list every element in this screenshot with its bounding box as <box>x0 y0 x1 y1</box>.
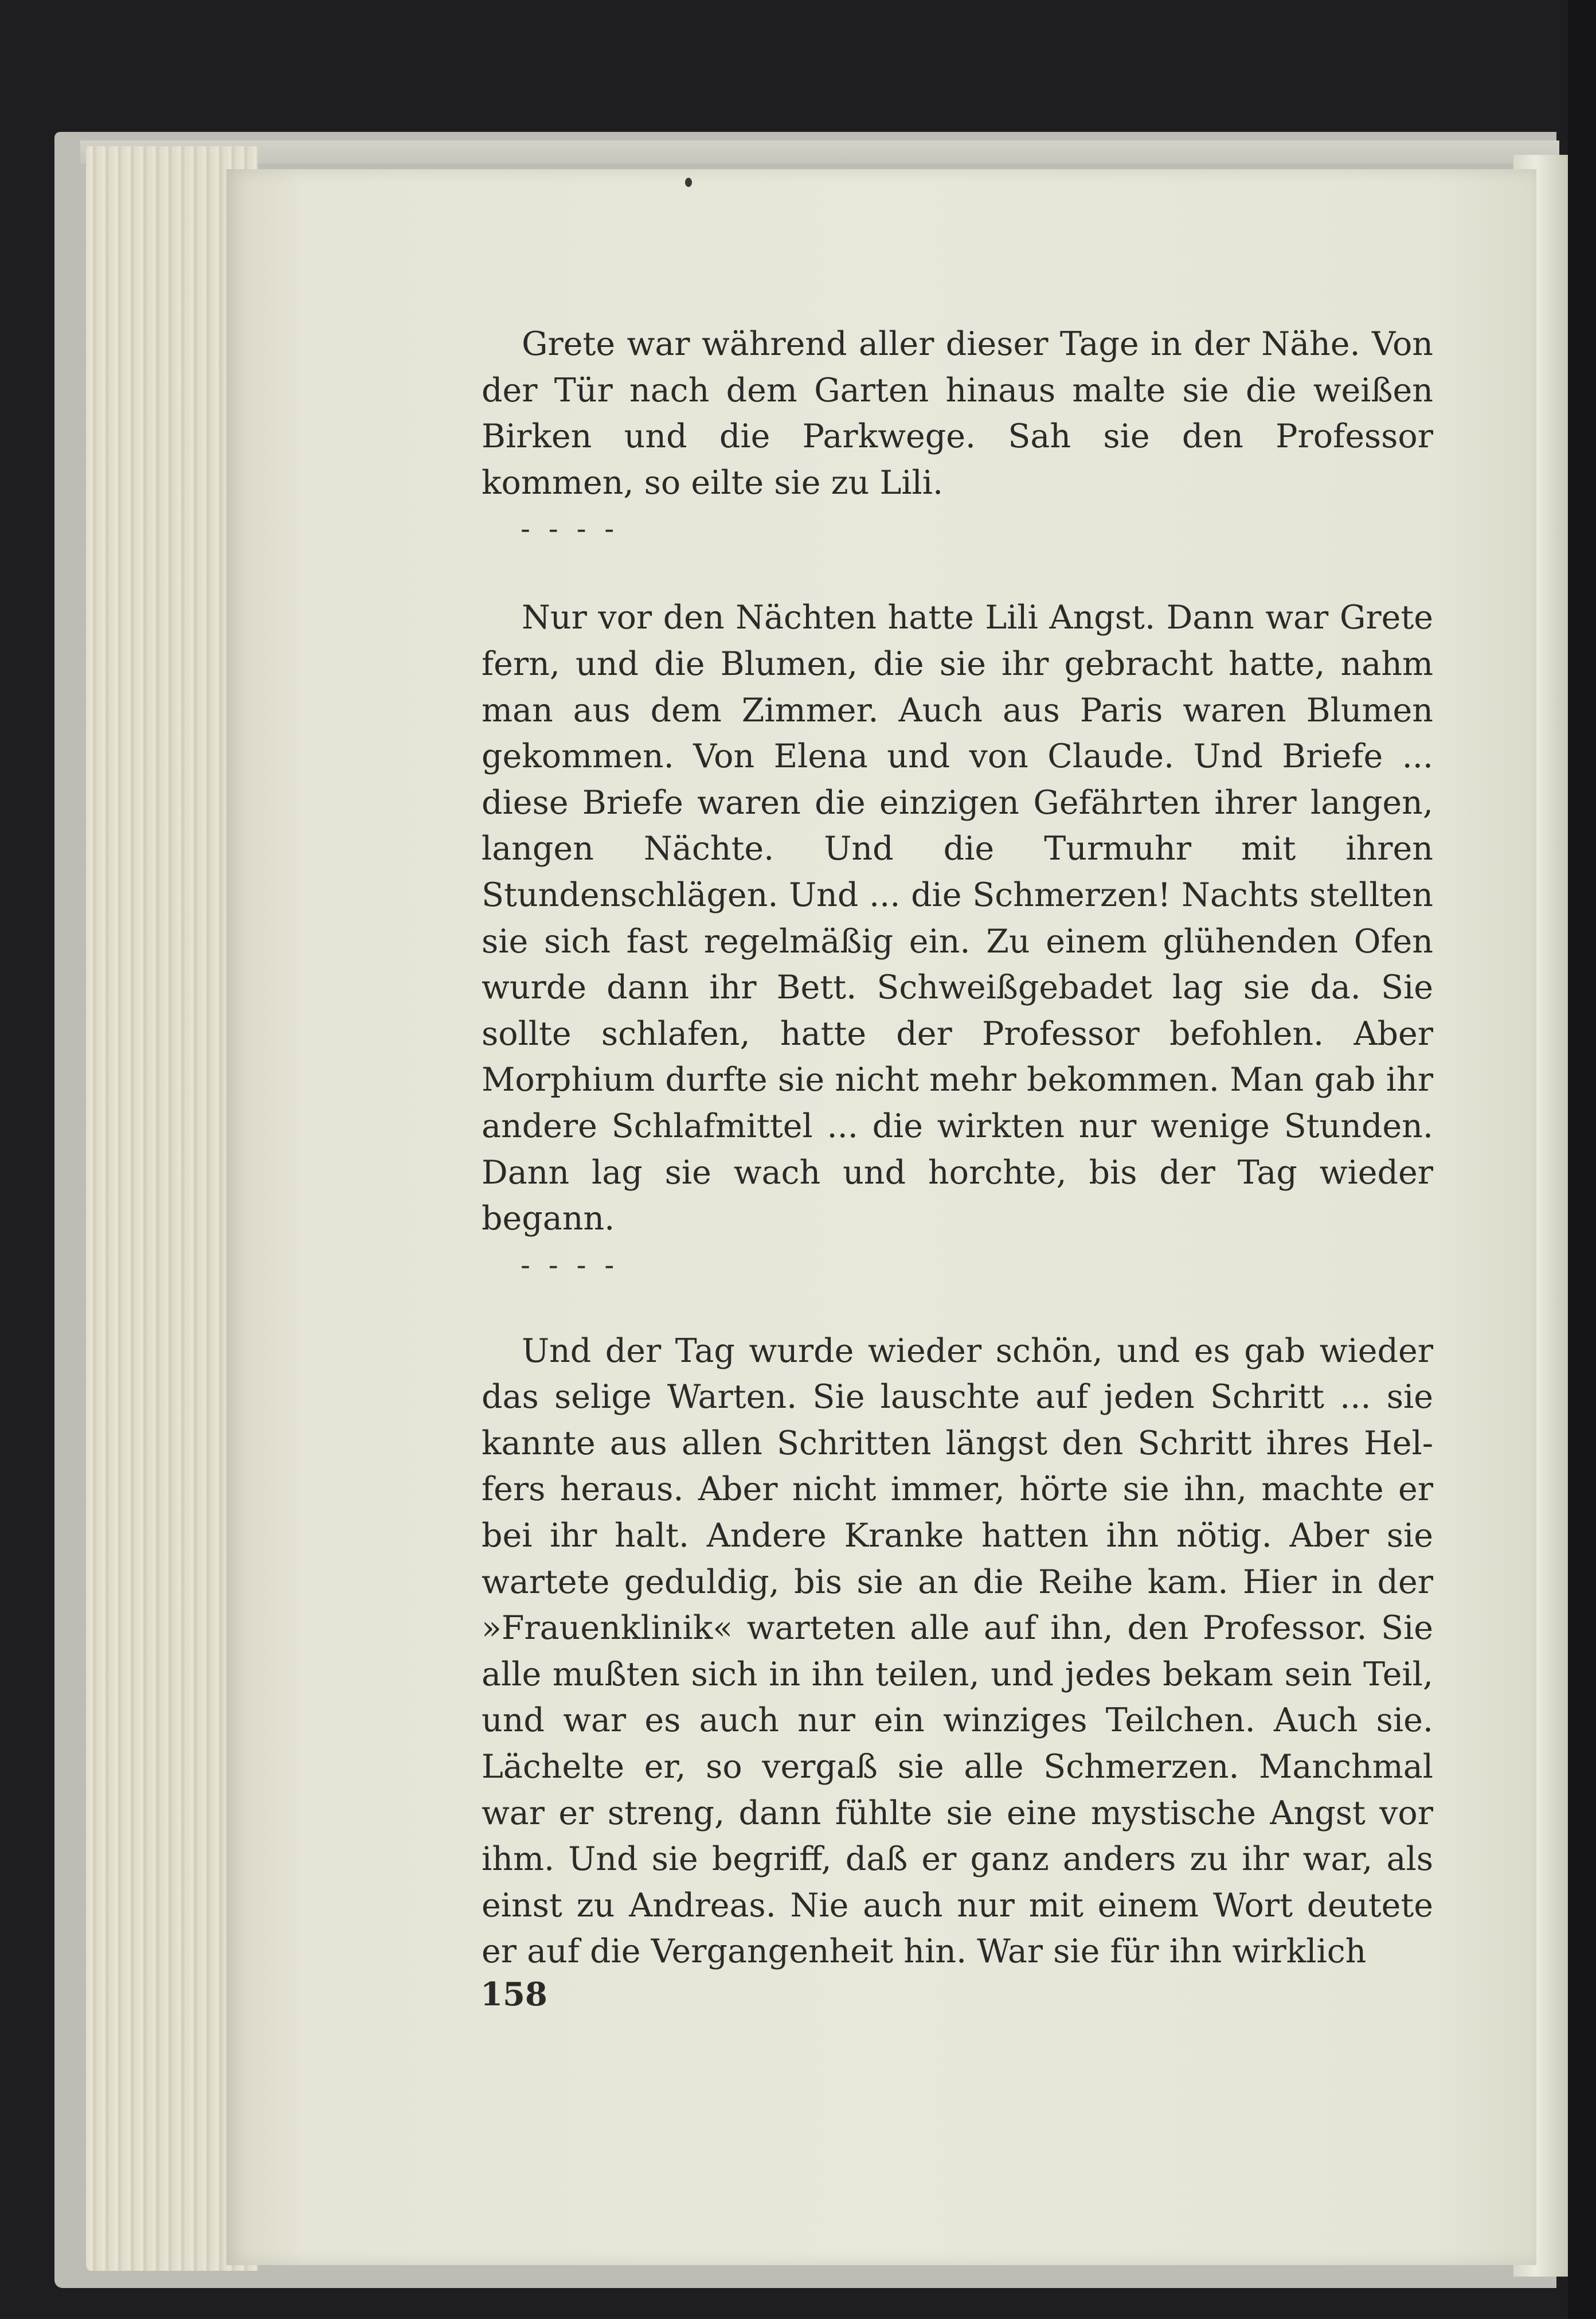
body-text <box>482 321 1433 1975</box>
background-edge <box>1568 0 1596 2319</box>
page-number: 158 <box>480 1976 547 2013</box>
section-divider-2: - - - - <box>521 1248 619 1282</box>
book-top-edge <box>80 140 1559 163</box>
paragraph-1: Grete war während aller dieser Tage in der Nähe. Von der Tür nach dem Garten hinaus malte sie die weißen Birken und die Parkwege. Sah sie den Professor kommen, so eilte sie zu Lili. <box>482 325 1433 502</box>
ink-speck <box>685 178 692 187</box>
section-divider-1: - - - - <box>521 512 619 546</box>
book-page <box>226 169 1536 2265</box>
paragraph-3: Und der Tag wurde wieder schön, und es gab wieder das selige Warten. Sie lauschte auf jeden Schritt ... sie kannte aus allen Schritten längst den Schritt ihres Helfers heraus. Aber nicht immer, hörte sie ihn, machte er bei ihr halt. Andere Kranke hatten ihn nötig. Aber sie wartete geduldig, bis sie an die Reihe kam. Hier in der »Frauenklinik« warteten alle auf ihn, den Professor. Sie alle mußten sich in ihn teilen, und jedes bekam sein Teil, und war es auch nur ein winziges Teilchen. Auch sie. Lächelte er, so vergaß sie alle Schmerzen. Manchmal war er streng, dann fühlte sie eine mystische Angst vor ihm. Und sie begriff, daß er ganz anders zu ihr war, als einst zu Andreas. Nie auch nur mit einem Wort deutete er auf die Vergangenheit hin. War sie für ihn wirklich <box>482 1332 1433 1971</box>
paragraph-2: Nur vor den Nächten hatte Lili Angst. Dann war Grete fern, und die Blumen, die sie ihr gebracht hatte, nahm man aus dem Zimmer. Auch aus Paris waren Blumen gekommen. Von Elena und von Claude. Und Briefe ... diese Briefe waren die einzigen Gefährten ihrer langen, langen Nächte. Und die Turmuhr mit ihren Stundenschlägen. Und ... die Schmerzen! Nachts stellten sie sich fast regelmäßig ein. Zu einem glühenden Ofen wurde dann ihr Bett. Schweißgebadet lag sie da. Sie sollte schlafen, hatte der Professor befohlen. Aber Morphium durfte sie nicht mehr bekommen. Man gab ihr andere Schlafmittel ... die wirkten nur wenige Stunden. Dann lag sie wach und horchte, bis der Tag wieder begann. <box>482 599 1433 1238</box>
